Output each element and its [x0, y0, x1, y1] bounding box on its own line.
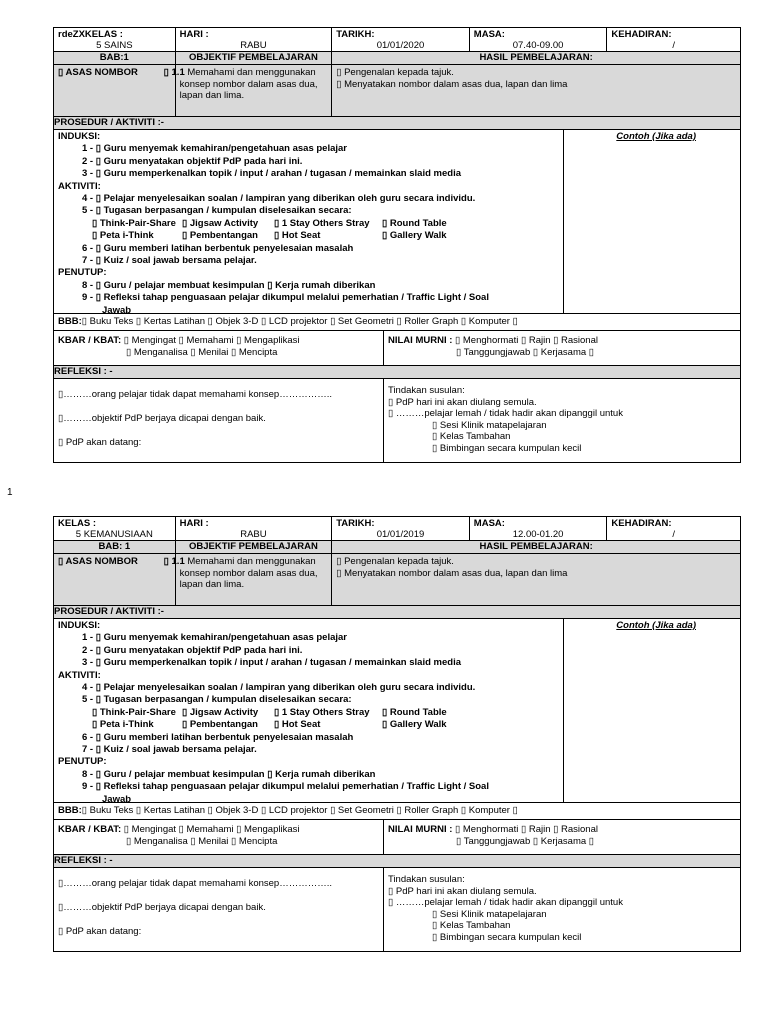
step-2: 2 - ▯ Guru menyatakan objektif PdP pada hari ini.	[82, 644, 303, 656]
refleksi-title: REFLEKSI : -	[53, 855, 741, 868]
nilai-line-1: ▯ Menghormati ▯ Rajin ▯ Rasional	[455, 335, 598, 346]
nilai-line-2: ▯ Tanggungjawab ▯ Kerjasama ▯	[456, 836, 595, 847]
tarikh-label: TARIKH:	[336, 29, 375, 40]
kehadiran-label: KEHADIRAN:	[611, 518, 672, 529]
procedure-row	[53, 619, 741, 803]
refleksi-title: REFLEKSI : -	[53, 366, 741, 379]
step-2: 2 - ▯ Guru menyatakan objektif PdP pada hari ini.	[82, 155, 303, 167]
tindakan-5: ▯ Bimbingan secara kumpulan kecil	[432, 931, 582, 943]
nilai-line-1: ▯ Menghormati ▯ Rajin ▯ Rasional	[455, 824, 598, 835]
refleksi-line-2: ▯………objektif PdP berjaya dicapai dengan baik.	[58, 902, 266, 913]
step-3: 3 - ▯ Guru memperkenalkan topik / input / arahan / tugasan / memainkan slaid media	[82, 168, 461, 180]
step-6: 6 - ▯ Guru memberi latihan berbentuk penyelesaian masalah	[82, 242, 354, 254]
penutup-heading: PENUTUP:	[58, 267, 107, 279]
contoh-cell	[564, 130, 740, 313]
refleksi-line-1: ▯………orang pelajar tidak dapat memahami konsep……………..	[58, 878, 332, 889]
option-pembentangan: ▯ Pembentangan	[182, 230, 258, 242]
hari-cell	[176, 28, 333, 51]
content-row	[53, 554, 741, 606]
option-gallery-walk: ▯ Gallery Walk	[382, 230, 447, 242]
step-1: 1 - ▯ Guru menyemak kemahiran/pengetahuan asas pelajar	[82, 632, 347, 644]
header-row	[53, 516, 741, 541]
bab-text: ▯ ASAS NOMBOR	[54, 65, 176, 116]
tindakan-1: ▯ PdP hari ini akan diulang semula.	[388, 396, 537, 408]
hari-label: HARI :	[179, 29, 209, 40]
bbb-items: ▯ Buku Teks ▯ Kertas Latihan ▯ Objek 3-D ▯ LCD projektor ▯ Set Geometri ▯ Roller Graph ▯ Komputer ▯	[81, 805, 518, 816]
prosedur-title: PROSEDUR / AKTIVITI :-	[53, 606, 741, 619]
objektif-label: OBJEKTIF PEMBELAJARAN	[176, 541, 333, 553]
objektif-number: ▯ 1.1	[163, 556, 185, 567]
kehadiran-value: /	[672, 40, 676, 51]
option-gallery-walk: ▯ Gallery Walk	[382, 719, 447, 731]
step-9-cont: Jawab	[102, 304, 132, 316]
step-4: 4 - ▯ Pelajar menyelesaikan soalan / lampiran yang diberikan oleh guru secara individu.	[82, 682, 476, 694]
option-think-pair-share: ▯ Think-Pair-Share	[92, 217, 176, 229]
header-row	[53, 27, 741, 52]
hari-cell	[176, 517, 333, 540]
hasil-item-2: ▯ Menyatakan nombor dalam asas dua, lapan dan lima	[336, 567, 568, 579]
nilai-cell	[384, 820, 740, 854]
kelas-label: rdeZXKELAS :	[58, 29, 123, 40]
content-row	[53, 65, 741, 117]
induksi-heading: INDUKSI:	[58, 620, 101, 631]
hasil-text	[332, 554, 740, 605]
tarikh-cell	[332, 517, 470, 540]
contoh-cell	[564, 619, 740, 802]
refleksi-left	[54, 868, 384, 951]
bab-text: ▯ ASAS NOMBOR	[54, 554, 176, 605]
hari-value: RABU	[240, 40, 267, 51]
masa-value: 12.00-01.20	[512, 529, 564, 540]
kbar-row	[53, 331, 741, 366]
kelas-value: 5 SAINS	[96, 40, 133, 51]
section-titles-row	[53, 541, 741, 554]
step-5: 5 - ▯ Tugasan berpasangan / kumpulan diselesaikan secara:	[82, 205, 352, 217]
nilai-label: NILAI MURNI :	[388, 335, 453, 346]
step-7: 7 - ▯ Kuiz / soal jawab bersama pelajar.	[82, 255, 257, 267]
refleksi-row	[53, 379, 741, 463]
hari-value: RABU	[240, 529, 267, 540]
kbar-label: KBAR / KBAT:	[58, 824, 122, 835]
hasil-item-2: ▯ Menyatakan nombor dalam asas dua, lapan dan lima	[336, 78, 568, 90]
tindakan-3: ▯ Sesi Klinik matapelajaran	[432, 908, 547, 920]
hasil-label: HASIL PEMBELAJARAN:	[479, 52, 593, 63]
objektif-number: ▯ 1.1	[163, 67, 185, 78]
procedure-list	[54, 130, 564, 316]
option-row-2	[58, 230, 559, 242]
masa-cell	[470, 517, 608, 540]
procedure-row	[53, 130, 741, 314]
objektif-text	[163, 65, 333, 116]
hasil-item-1: ▯ Pengenalan kepada tajuk.	[336, 67, 454, 78]
tarikh-value: 01/01/2020	[376, 40, 425, 51]
option-peta-ithink: ▯ Peta i-Think	[92, 719, 154, 731]
tindakan-cell	[384, 379, 740, 462]
masa-label: MASA:	[473, 29, 505, 40]
tarikh-value: 01/01/2019	[376, 529, 425, 540]
bbb-row	[53, 803, 741, 820]
aktiviti-heading: AKTIVITI:	[58, 180, 101, 192]
refleksi-line-3: ▯ PdP akan datang:	[58, 926, 142, 937]
tarikh-cell	[332, 28, 470, 51]
kbar-line-1: ▯ Mengingat ▯ Memahami ▯ Mengaplikasi	[123, 335, 300, 346]
kbar-line-1: ▯ Mengingat ▯ Memahami ▯ Mengaplikasi	[123, 824, 300, 835]
kbar-label: KBAR / KBAT:	[58, 335, 122, 346]
kbar-cell	[54, 820, 384, 854]
kehadiran-label: KEHADIRAN:	[611, 29, 672, 40]
refleksi-left	[54, 379, 384, 462]
option-think-pair-share: ▯ Think-Pair-Share	[92, 706, 176, 718]
kbar-row	[53, 820, 741, 855]
step-9: 9 - ▯ Refleksi tahap penguasaan pelajar dikumpul melalui pemerhatian / Traffic Light / Soal	[82, 292, 489, 304]
option-stay-stray: ▯ 1 Stay Others Stray	[274, 706, 370, 718]
objektif-text	[163, 554, 333, 605]
step-9-cont: Jawab	[102, 793, 132, 805]
objektif-desc: Memahami dan menggunakan konsep nombor dalam asas dua, lapan dan lima.	[179, 556, 318, 590]
tindakan-4: ▯ Kelas Tambahan	[432, 920, 511, 931]
tarikh-label: TARIKH:	[336, 518, 375, 529]
bab-label: BAB: 1	[54, 541, 176, 553]
objektif-label: OBJEKTIF PEMBELAJARAN	[176, 52, 333, 64]
option-jigsaw: ▯ Jigsaw Activity	[182, 217, 259, 229]
nilai-cell	[384, 331, 740, 365]
contoh-label: Contoh (Jika ada)	[616, 620, 696, 631]
step-6: 6 - ▯ Guru memberi latihan berbentuk penyelesaian masalah	[82, 731, 354, 743]
hari-label: HARI :	[179, 518, 209, 529]
refleksi-line-2: ▯………objektif PdP berjaya dicapai dengan baik.	[58, 413, 266, 424]
tindakan-label: Tindakan susulan:	[388, 385, 465, 396]
step-8: 8 - ▯ Guru / pelajar membuat kesimpulan ▯ Kerja rumah diberikan	[82, 279, 376, 291]
aktiviti-heading: AKTIVITI:	[58, 669, 101, 681]
lesson-plan-2	[53, 516, 741, 952]
option-jigsaw: ▯ Jigsaw Activity	[182, 706, 259, 718]
bbb-row	[53, 314, 741, 331]
bbb-items: ▯ Buku Teks ▯ Kertas Latihan ▯ Objek 3-D ▯ LCD projektor ▯ Set Geometri ▯ Roller Graph ▯ Komputer ▯	[81, 316, 518, 327]
kelas-value: 5 KEMANUSIAAN	[75, 529, 153, 540]
masa-label: MASA:	[473, 518, 505, 529]
contoh-label: Contoh (Jika ada)	[616, 131, 696, 142]
kbar-line-2: ▯ Menganalisa ▯ Menilai ▯ Mencipta	[126, 836, 278, 847]
kelas-cell	[54, 517, 176, 540]
option-round-table: ▯ Round Table	[382, 706, 447, 718]
kbar-line-2: ▯ Menganalisa ▯ Menilai ▯ Mencipta	[126, 347, 278, 358]
step-5: 5 - ▯ Tugasan berpasangan / kumpulan diselesaikan secara:	[82, 694, 352, 706]
kbar-cell	[54, 331, 384, 365]
option-row-1	[58, 218, 559, 230]
nilai-label: NILAI MURNI :	[388, 824, 453, 835]
option-peta-ithink: ▯ Peta i-Think	[92, 230, 154, 242]
masa-cell	[470, 28, 608, 51]
kehadiran-cell	[607, 28, 740, 51]
tindakan-5: ▯ Bimbingan secara kumpulan kecil	[432, 442, 582, 454]
refleksi-line-1: ▯………orang pelajar tidak dapat memahami konsep……………..	[58, 389, 332, 400]
lesson-plan-1	[53, 27, 741, 463]
refleksi-line-3: ▯ PdP akan datang:	[58, 437, 142, 448]
tindakan-1: ▯ PdP hari ini akan diulang semula.	[388, 885, 537, 897]
step-7: 7 - ▯ Kuiz / soal jawab bersama pelajar.	[82, 744, 257, 756]
masa-value: 07.40-09.00	[512, 40, 564, 51]
refleksi-row	[53, 868, 741, 952]
penutup-heading: PENUTUP:	[58, 756, 107, 768]
kehadiran-cell	[607, 517, 740, 540]
option-hot-seat: ▯ Hot Seat	[274, 719, 321, 731]
hasil-text	[332, 65, 740, 116]
hasil-item-1: ▯ Pengenalan kepada tajuk.	[336, 556, 454, 567]
step-9: 9 - ▯ Refleksi tahap penguasaan pelajar dikumpul melalui pemerhatian / Traffic Light / Soal	[82, 781, 489, 793]
section-titles-row	[53, 52, 741, 65]
tindakan-cell	[384, 868, 740, 951]
bbb-label: BBB:	[58, 805, 82, 816]
step-3: 3 - ▯ Guru memperkenalkan topik / input / arahan / tugasan / memainkan slaid media	[82, 657, 461, 669]
bab-label: BAB:1	[54, 52, 176, 64]
kelas-label: KELAS :	[58, 518, 96, 529]
hasil-label: HASIL PEMBELAJARAN:	[479, 541, 593, 552]
step-1: 1 - ▯ Guru menyemak kemahiran/pengetahuan asas pelajar	[82, 143, 347, 155]
tindakan-3: ▯ Sesi Klinik matapelajaran	[432, 419, 547, 431]
step-8: 8 - ▯ Guru / pelajar membuat kesimpulan ▯ Kerja rumah diberikan	[82, 768, 376, 780]
tindakan-2: ▯ ………pelajar lemah / tidak hadir akan dipanggil untuk	[388, 897, 623, 908]
induksi-heading: INDUKSI:	[58, 131, 101, 142]
objektif-desc: Memahami dan menggunakan konsep nombor dalam asas dua, lapan dan lima.	[179, 67, 318, 101]
tindakan-2: ▯ ………pelajar lemah / tidak hadir akan dipanggil untuk	[388, 408, 623, 419]
prosedur-title: PROSEDUR / AKTIVITI :-	[53, 117, 741, 130]
option-hot-seat: ▯ Hot Seat	[274, 230, 321, 242]
option-stay-stray: ▯ 1 Stay Others Stray	[274, 217, 370, 229]
option-pembentangan: ▯ Pembentangan	[182, 719, 258, 731]
bbb-label: BBB:	[58, 316, 82, 327]
option-row-2	[58, 719, 559, 731]
nilai-line-2: ▯ Tanggungjawab ▯ Kerjasama ▯	[456, 347, 595, 358]
step-4: 4 - ▯ Pelajar menyelesaikan soalan / lampiran yang diberikan oleh guru secara individu.	[82, 193, 476, 205]
procedure-list	[54, 619, 564, 805]
tindakan-4: ▯ Kelas Tambahan	[432, 431, 511, 442]
kehadiran-value: /	[672, 529, 676, 540]
page-number: 1	[7, 487, 13, 498]
option-round-table: ▯ Round Table	[382, 217, 447, 229]
option-row-1	[58, 707, 559, 719]
tindakan-label: Tindakan susulan:	[388, 874, 465, 885]
kelas-cell	[54, 28, 176, 51]
